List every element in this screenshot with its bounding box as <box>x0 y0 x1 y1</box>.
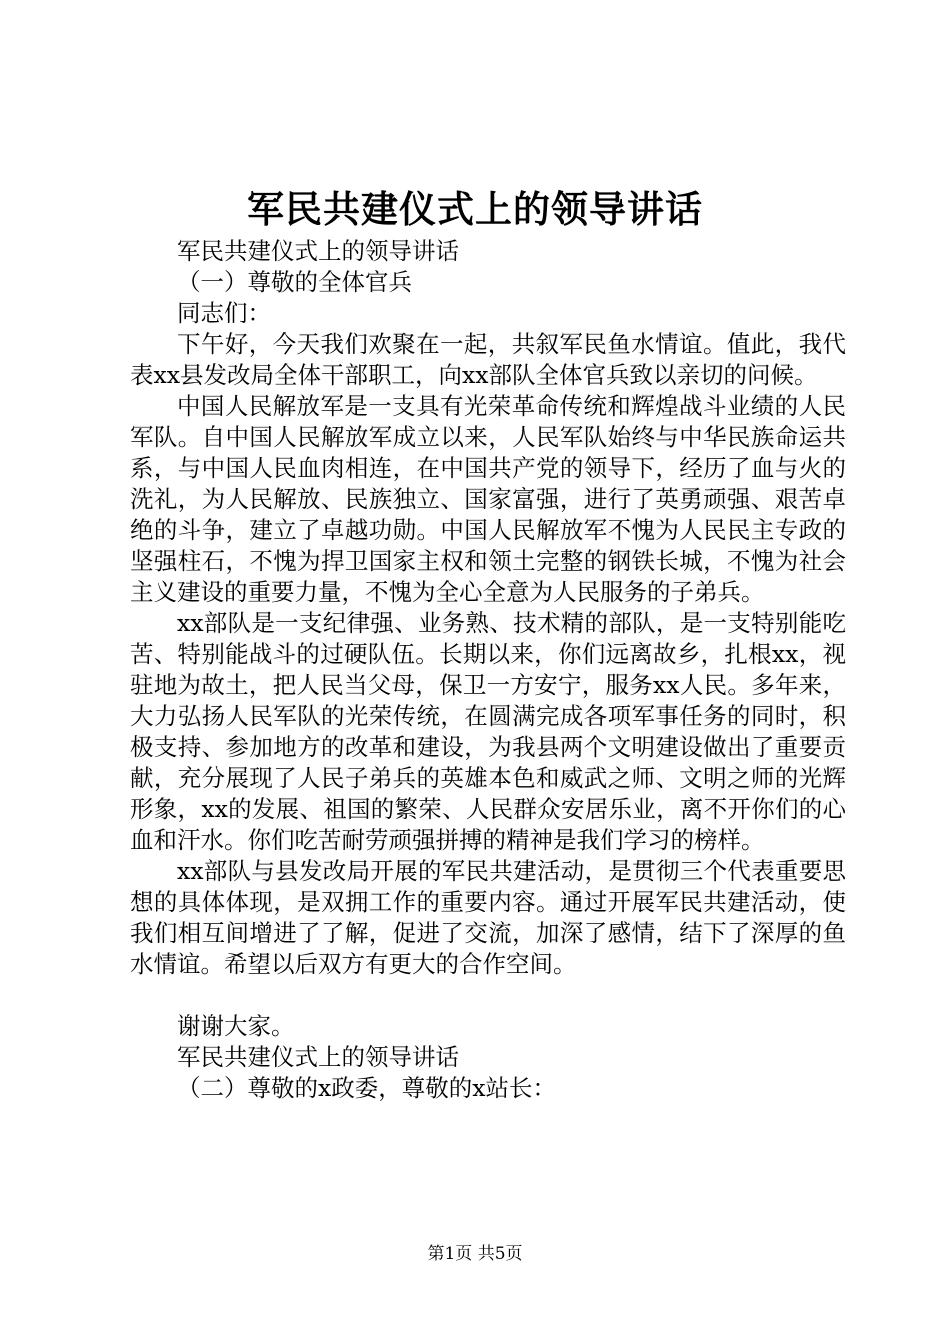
section-heading: 军民共建仪式上的领导讲话 <box>177 1043 459 1071</box>
page-footer: 第1页 共5页 <box>427 1244 523 1264</box>
paragraph: 中国人民解放军是一支具有光荣革命传统和辉煌战斗业绩的人民军队。自中国人民解放军成立以来，人民军队始终与中华民族命运共系，与中国人民血肉相连，在中国共产党的领导下，经历了血与火的洗礼，为人民解放、民族独立、国家富强，进行了英勇顽强、艰苦卓绝的斗争，建立了卓越功勋。中国人民解放军不愧为人民民主专政的坚强柱石，不愧为捍卫国家主权和领土完整的钢铁长城，不愧为社会主义建设的重要力量，不愧为全心全意为人民服务的子弟兵。 <box>130 392 846 606</box>
salutation-line: 同志们： <box>177 299 271 327</box>
blank-line <box>130 980 846 1011</box>
paragraph: 下午好，今天我们欢聚在一起，共叙军民鱼水情谊。值此，我代表xx县发改局全体干部职工，向xx部队全体官兵致以亲切的问候。 <box>130 330 846 389</box>
section-heading: 军民共建仪式上的领导讲话 <box>177 237 459 265</box>
closing-line: 谢谢大家。 <box>177 1012 295 1040</box>
greeting-line: （一）尊敬的全体官兵 <box>177 268 412 296</box>
greeting-line: （二）尊敬的x政委，尊敬的x站长： <box>177 1074 557 1102</box>
paragraph: xx部队与县发改局开展的军民共建活动，是贯彻三个代表重要思想的具体体现，是双拥工作的重要内容。通过开展军民共建活动，使我们相互间增进了了解，促进了交流，加深了感情，结下了深厚的鱼水情谊。希望以后双方有更大的合作空间。 <box>130 857 846 978</box>
document-title: 军民共建仪式上的领导讲话 <box>247 187 703 231</box>
paragraph: xx部队是一支纪律强、业务熟、技术精的部队，是一支特别能吃苦、特别能战斗的过硬队伍。长期以来，你们远离故乡，扎根xx，视驻地为故土，把人民当父母，保卫一方安宁，服务xx人民。多年来，大力弘扬人民军队的光荣传统，在圆满完成各项军事任务的同时，积极支持、参加地方的改革和建设，为我县两个文明建设做出了重要贡献，充分展现了人民子弟兵的英雄本色和威武之师、文明之师的光辉形象，xx的发展、祖国的繁荣、人民群众安居乐业，离不开你们的心血和汗水。你们吃苦耐劳顽强拼搏的精神是我们学习的榜样。 <box>130 609 846 854</box>
document-body <box>130 236 846 1104</box>
